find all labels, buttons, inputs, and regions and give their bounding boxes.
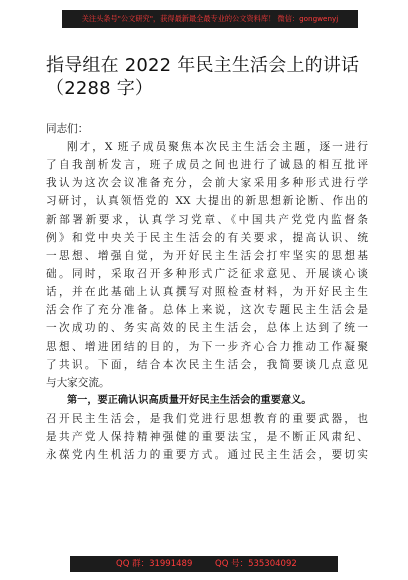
header-banner-text: 关注头条号"公文研究"，获得最新最全最专业的公文资料库！ 微信：gongwenyj (81, 14, 339, 23)
footer-banner (70, 556, 338, 572)
paragraph-line: 一次成功的、务实高效的民主生活会，总体上达到了统一 (46, 322, 368, 335)
paragraph-line: 例》和党中央关于民主生活会的有关要求，提高认识、统 (46, 231, 368, 244)
paragraph-line: 话，并在此基础上认真撰写对照检查材料，为开好民主生 (46, 286, 368, 299)
paragraph-line: 一思想、增强自觉，为开好民主生活会打牢坚实的思想基 (46, 249, 368, 262)
paragraph-line: 刚才，X 班子成员聚焦本次民主生活会主题，逐一进行 (67, 141, 368, 153)
paragraph-line: 习研讨，认真领悟党的 XX 大提出的新思想新论断、作出的 (46, 195, 368, 208)
header-banner (62, 10, 358, 28)
footer-qq-number: QQ 号：535304092 (215, 559, 297, 569)
document-body (46, 138, 368, 465)
salutation: 同志们： (46, 123, 89, 135)
paragraph-line: 与大家交流。 (46, 376, 110, 389)
footer-qq-group: QQ 群：31991489 (116, 559, 193, 569)
paragraph-line: 思想、增进团结的目的，为下一步齐心合力推动工作凝聚 (46, 340, 368, 353)
paragraph-line: 了共识。下面，结合本次民主生活会，我简要谈几点意见 (46, 358, 368, 371)
paragraph-line: 活会作了充分准备。总体上来说，这次专题民主生活会是 (46, 304, 368, 317)
paragraph-line: 新部署新要求，认真学习党章、《中国共产党党内监督条 (46, 213, 368, 226)
document-title (46, 54, 376, 100)
paragraph-line: 了自我剖析发言，班子成员之间也进行了诚恳的相互批评 (46, 159, 368, 172)
title-line-2: （2288 字） (46, 78, 154, 99)
paragraph-line: 召开民主生活会，是我们党进行思想教育的重要武器，也 (46, 413, 368, 426)
paragraph-line: 永葆党内生机活力的重要方式。通过民主生活会，要切实 (46, 449, 368, 462)
title-line-1: 指导组在 2022 年民主生活会上的讲话 (46, 55, 360, 76)
paragraph-line: 础。同时，采取召开多种形式广泛征求意见、开展谈心谈 (46, 267, 368, 280)
paragraph-line: 是共产党人保持精神强健的重要法宝，是不断正风肃纪、 (46, 431, 368, 444)
paragraph-line: 我认为这次会议准备充分，会前大家采用多种形式进行学 (46, 177, 368, 190)
section-heading: 第一，要正确认识高质量开好民主生活会的重要意义。 (67, 394, 312, 406)
